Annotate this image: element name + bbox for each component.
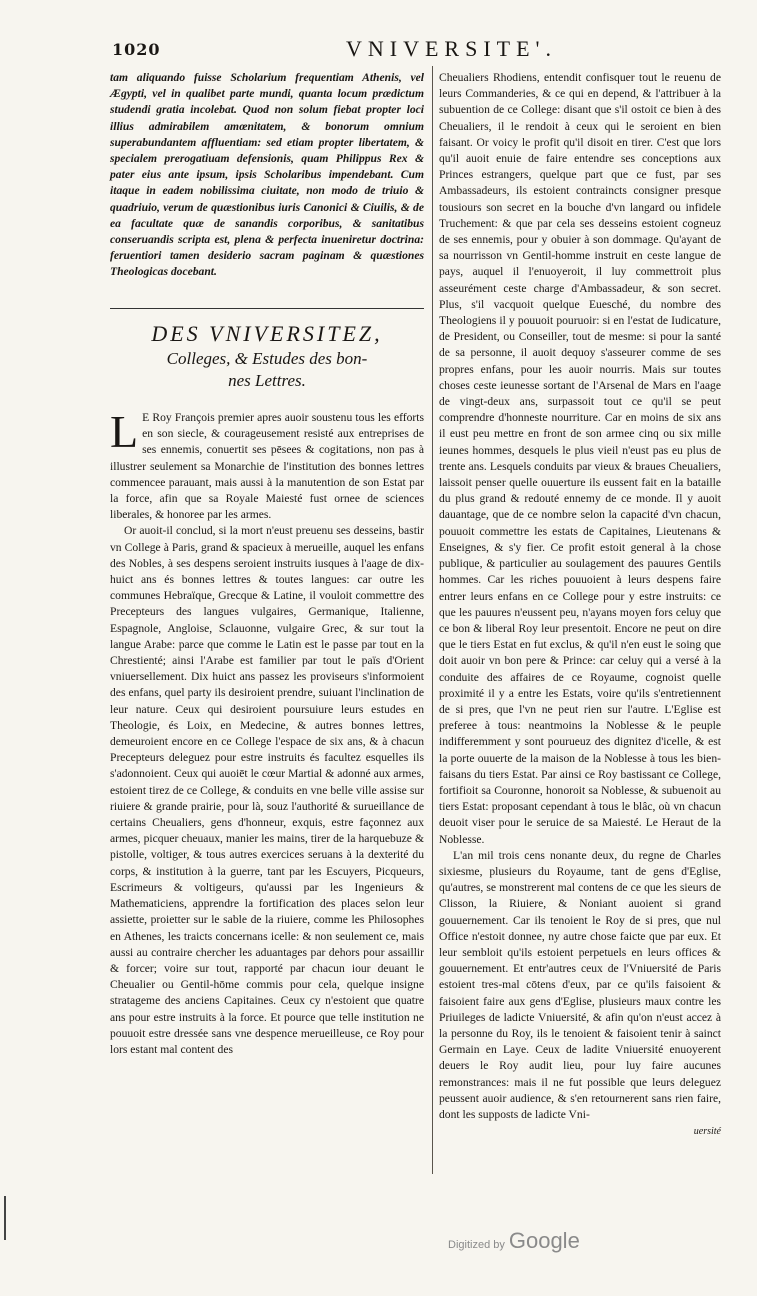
drop-cap: L — [110, 406, 139, 457]
right-paragraph-1: Cheualiers Rhodiens, entendit confisquer tout le reuenu de leurs Commanderies, & ce qui en depend, & l'attribuer à la subuention de ce College: disant que s'il ostoit ce bien à des Cheualiers, il le rendoit à ceux qui le seroient en bien faisant. Or voicy le profit qu'il disoit en tirer. C'est que lors qu'il auoit enuie de faire entendre ses conceptions aux Princes estrangers, quelque part que ce fust, par ses Ambassadeurs, ils estoient contraincts consigner presque tousiours son secret en la bouche d'vn langard ou infidele Truchement: & que par cela ses desseins estoient cogneuz de ses ennemis, pour y obuier à son dommage. Qu'ayant de sa nourrisson vn Gentil-homme instruit en ceste langue de pays, auquel il l'enuoyeroit, il luy commettroit plus asseurément ceste charge d'Ambassadeur, & son secret. Plus, s'il vacquoit quelque Euesché, du nombre des Theologiens il y pouuoit pouruoir: si en l'estat de Iudicature, de President, ou Conseiller, tout de mesme: si pour la santé de sa personne, il auoit dequoy s'asseurer comme de ses propres enfans, pour les auoir nourris. Mais sur toutes choses ceste ieunesse sortant de l'Arsenal de Mars en l'aage de vingt-deux ans, surpassoit tout ce qu'il se peut comprendre d'honneste nourriture. Car en moins de six ans il eust peu mettre en front de son armee cinq ou six mille ieunes hommes, desquels le plus vieil n'eust pas eu plus de trente ans. Lesquels conduits par vieux & braues Cheualiers, laissoit penser quelle ouuerture ils eussent fait en la bataille du plus grand & redouté ennemy de ce monde. Il y auoit dauantage, que de ce nombre selon la capacité d'vn chacun, pouuoit commettre les estats de Capitaines, Lieutenans & Enseignes, & s'y fier. Ce profit estoit general à la chose publique, & particulier au soulagement des pauures Gentils hommes. Car les riches pouuoient à leurs despens faire entrer leurs enfans en ce College pour y estre instruits: ce que les pauures n'eussent peu, n'ayans moyen fors celuy que ce bon & liberal Roy leur presentoit. Encore ne peut on dire que le tiers Estat en fut exclus, & qu'il n'en eust le soing que doit auoir vn bon pere & Prince: car celuy qui a versé à la conduite des affaires de ce Royaume, cognoist quelle proximité il y a entre les Estats, voire qu'ils s'entretiennent de si pres, que l'vn ne peut rien sur l'autre. L'Eglise est preferee à tous: neantmoins la Noblesse & le peuple indifferemment y sont pourueuz des dignitez d'icelle, & est la porte ouuerte de la maison de la Noblesse à tous les bien-faisans du tiers Estat. Par ainsi ce Roy bastissant ce College, fortifioit sa Couronne, honoroit sa Noblesse, & subuenoit au tiers Estat: proposant cependant à tous le blâc, où vn chacun deuoit viser pour le seruice de sa Maiesté. Le Heraut de la Noblesse. — [439, 71, 721, 846]
page-number: 1020 — [112, 40, 161, 59]
left-body-text — [110, 406, 424, 1058]
right-column — [439, 70, 721, 1140]
page-edge-mark — [4, 1196, 6, 1240]
heading-line-1: DES VNIVERSITEZ, — [151, 321, 383, 346]
right-paragraph-2: L'an mil trois cens nonante deux, du regne de Charles sixiesme, plusieurs du Royaume, tant de gens d'Eglise, qu'autres, se monstrerent mal contens de ce que les sieurs de Clisson, la Riuiere, & Noniant auoient si grand gouuernement. Car ils tenoient le Roy de si pres, que nul Office n'estoit donnee, ny autre chose faicte que par eux. Et leur sembloit qu'ils estoient perpetuels en leurs offices & gouuernement. Et entr'autres ceux de l'Vniuersité de Paris estoient tres-mal cōtens d'eux, par ce qu'ils faisoient & faisoient faire aux gens d'Eglise, plusieurs maux contre les Priuileges de ladicte Vniuersité, & afin qu'on n'eust accez à la personne du Roy, ils le tenoient & faisoient tenir à sainct Germain en Laye. Ceux de ladite Vniuersité enuoyerent deuers le Roy audit lieu, pour luy faire aucunes remonstrances: mais il ne fut possible que leurs deleguez peussent auoir audience, & s'en retournerent sans rien faire, dont les supposts de ladicte Vni- — [439, 848, 721, 1121]
watermark-brand: Google — [508, 1228, 580, 1253]
section-heading — [110, 320, 424, 392]
paragraph-1 — [110, 406, 424, 523]
latin-paragraph: tam aliquando fuisse Scholarium frequentiam Athenis, vel Ægypti, vel in qualibet parte mundi, quanta locum prædictum studendi gratia incolebat. Quod non solum fiebat propter loci illius admirabilem amœnitatem, & bonorum omnium superabundantem affluentiam: sed etiam propter libertatem, & specialem prerogatiuam defensionis, quam Philippus Rex & pater eius ante ipsum, ipsis Scholaribus impendebant. Cum itaque in eadem nobilissima ciuitate, non modo de triuio & quadriuio, verum de quæstionibus iuris Canonici & Ciuilis, & de ea facultate quæ de sanandis corporibus, & sanitatibus conseruandis scripta est, plena & perfecta inueniretur doctrina: feruentiori tamen desiderio sacram paginam & quæstiones Theologicas docebant. — [110, 71, 424, 279]
paragraph-2: Or auoit-il conclud, si la mort n'eust preuenu ses desseins, bastir vn College à Paris, grand & spacieux à merueille, auquel les enfans des Nobles, à ses despens seroient instruits iusques à l'aage de dix-huict ans és bonnes lettres & toutes langues: car outre les communes Hebraïque, Grecque & Latine, il vouloit commettre des Precepteurs des langues vulgaires, Germanique, Italienne, Espagnole, Angloise, Sclauonne, vulgaire Grec, & sur tout la langue Arabe: parce que comme le Latin est le passe par tout en la Chrestienté; ainsi l'Arabe est familier par tout le païs d'Orient vniuersellement. Dix huict ans passez les proviseurs s'informoient des enfans, quel party ils desiroient prendre, suiuant l'inclination de leur nature. Ceux qui desiroient poursuiure leurs estudes en Theologie, és Loix, en Medecine, & autres bonnes lettres, demeuroient encore en ce College l'espace de six ans, & à chacun Precepteurs deleguez pour estre instruits és facultez esquelles ils s'adonnoient. Ceux qui auoiēt le cœur Martial & adonné aux armes, estoient tirez de ce College, & conduits en vne belle ville assise sur riuiere & grande prairie, pour là, souz l'authorité & surueillance de certains Cheualiers, gens d'honneur, exquis, estre façonnez aux armes, picquer cheuaux, manier les mains, tirer de la harquebuze & pistolle, voltiger, & tous autres exercices seruans à la dexterité du corps, & institution à la guerre, tant par les Escuyers, Picqueurs, Escrimeurs & voltigeurs, qu'aussi par les Ingenieurs & Mathematiciens, apprendre la fortification des places selon leur assiette, proietter sur le sable de la riuiere, comme les Philosophes en Athenes, les traicts concernans icelle: & non seulement ce, mais aussi au contraire chercher les aduantages par dehors pour assaillir & forcer; voire sur tout, rapporté par chacun iour deuant le Cheualier ou Gentil-hōme commis pour cela, quelque insigne stratageme des anciens Capitaines. Ceux cy n'estoient que quatre ans pour estre instruits à la force. Et pource que telle institution ne pouuoit estre dressée sans vne despence merueilleuse, ce Roy pour lors estant mal content des — [110, 524, 424, 1056]
digitized-watermark — [448, 1228, 580, 1254]
section-rule — [110, 308, 424, 309]
heading-line-2: Colleges, & Estudes des bon- — [166, 349, 368, 368]
column-divider — [432, 66, 433, 1174]
paragraph-1-text: E Roy François premier apres auoir soustenu tous les efforts en son siecle, & courageusement resisté aux entreprises de ses ennemis, conuertit ses pēsees & cogitations, non pas à illustrer seulement sa Monarchie de l'institution des bonnes lettres commencee parauant, mais aussi à la manutention de son Estat par la force, afin que sa Royale Maiesté fust ornee de sciences liberales, & honoree par les armes. — [110, 411, 424, 522]
heading-line-3: nes Lettres. — [228, 371, 306, 390]
watermark-prefix: Digitized by — [448, 1239, 505, 1251]
running-title: VNIVERSITE'. — [346, 36, 558, 61]
catchword: uersité — [693, 1126, 721, 1138]
